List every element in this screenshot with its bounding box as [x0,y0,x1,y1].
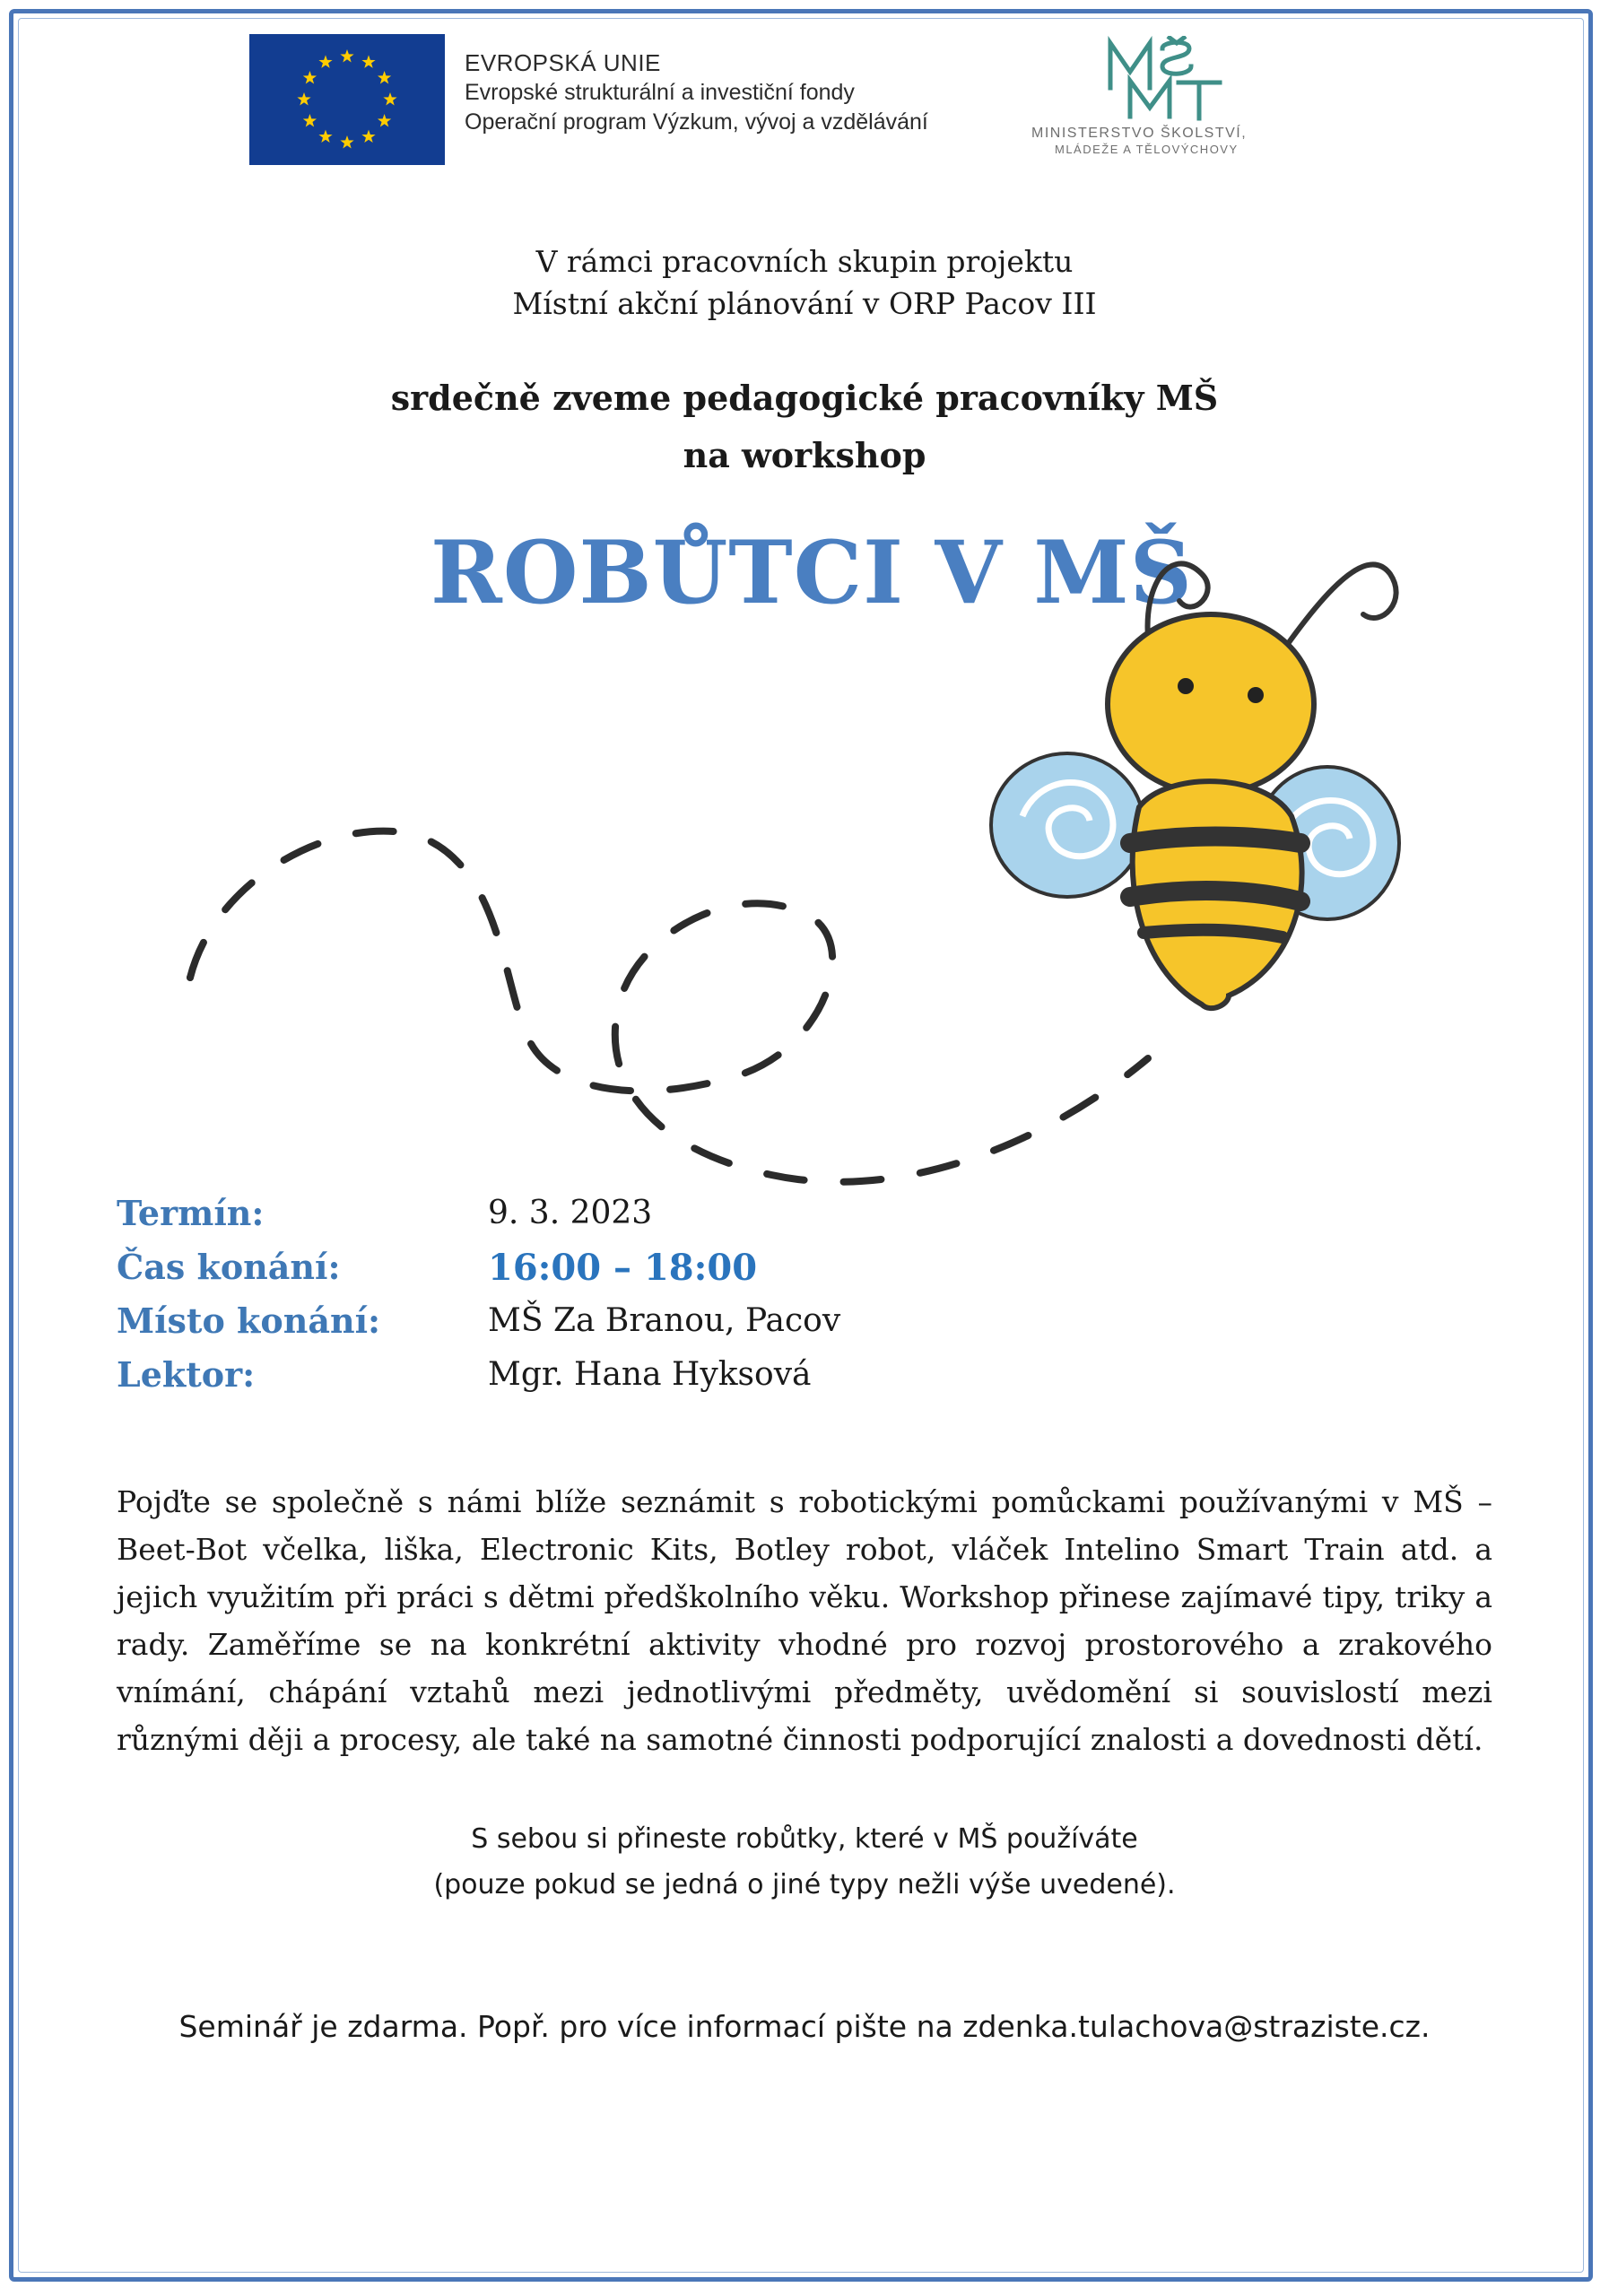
eu-star-icon [318,130,332,143]
eu-star-icon [361,55,375,67]
workshop-title: ROBŮTCI V MŠ [431,522,1193,623]
detail-row-time [117,1247,1193,1300]
eu-star-icon [361,130,375,143]
eu-star-icon [383,92,396,105]
event-details [117,1193,1193,1408]
eu-star-icon [303,71,317,83]
detail-value: 16:00 – 18:00 [488,1247,758,1289]
eu-logo-text [465,48,928,137]
detail-row-lecturer [117,1354,1193,1408]
bring-along-note-line2: (pouze pokud se jedná o jiné typy nežli výše uvedené). [433,1869,1176,1900]
bee-illustration-icon [987,466,1417,1026]
eu-star-icon [340,49,353,62]
bring-along-note [0,1816,1609,1908]
msmt-logo-icon [1103,36,1238,129]
eu-logo-line2: Evropské strukturální a investiční fondy [465,80,855,105]
project-intro [0,240,1609,325]
detail-label: Termín: [117,1193,265,1233]
workshop-description: Pojďte se společně s námi blíže seznámit s robotickými pomůckami používanými v MŠ – Beet-Bot včelka, liška, Electronic Kits, Botley robot, vláček Intelino Smart Train atd. a jejich využitím při práci s dětmi předškolního věku. Workshop přinese zajímavé tipy, triky a rady. Zaměříme se na konkrétní aktivity vhodné pro rozvoj prostorového a zrakového vnímání, chápání vztahů mezi jednotlivými předměty, uvědomění si souvislostí mezi různými ději a procesy, ale také na samotné činnosti podporující znalosti a dovednosti dětí. [117,1484,1492,1757]
detail-value: Mgr. Hana Hyksová [488,1356,812,1393]
eu-star-icon [340,135,353,148]
eu-star-icon [378,114,391,126]
eu-star-icon [303,114,317,126]
eu-star-icon [378,71,391,83]
eu-flag-icon [249,34,445,165]
project-intro-line1: V rámci pracovních skupin projektu [535,244,1074,279]
eu-star-icon [318,55,332,67]
detail-value: 9. 3. 2023 [488,1195,653,1231]
eu-logo-line3: Operační program Výzkum, vývoj a vzdělávání [465,109,928,135]
detail-row-date [117,1193,1193,1247]
eu-logo [249,34,985,169]
detail-row-place [117,1300,1193,1354]
detail-label: Místo konání: [117,1300,381,1341]
invitation-line2: na workshop [683,435,926,475]
bring-along-note-line1: S sebou si přineste robůtky, které v MŠ používáte [471,1823,1138,1855]
msmt-logo-line1: MINISTERSTVO ŠKOLSTVÍ, [1031,126,1248,141]
detail-value: MŠ Za Branou, Pacov [488,1302,841,1339]
eu-star-icon [297,92,310,105]
eu-logo-line1: EVROPSKÁ UNIE [465,49,661,76]
msmt-logo [1031,36,1300,170]
invitation-line1: srdečně zveme pedagogické pracovníky MŠ [390,378,1219,418]
detail-label: Čas konání: [117,1247,341,1287]
contact-footer: Seminář je zdarma. Popř. pro více informací pište na zdenka.tulachova@straziste.cz. [178,2009,1431,2044]
msmt-logo-line2: MLÁDEŽE A TĚLOVÝCHOVY [1055,143,1239,156]
project-intro-line2: Místní akční plánování v ORP Pacov III [512,286,1097,321]
msmt-logo-text [1031,126,1300,158]
detail-label: Lektor: [117,1354,256,1395]
